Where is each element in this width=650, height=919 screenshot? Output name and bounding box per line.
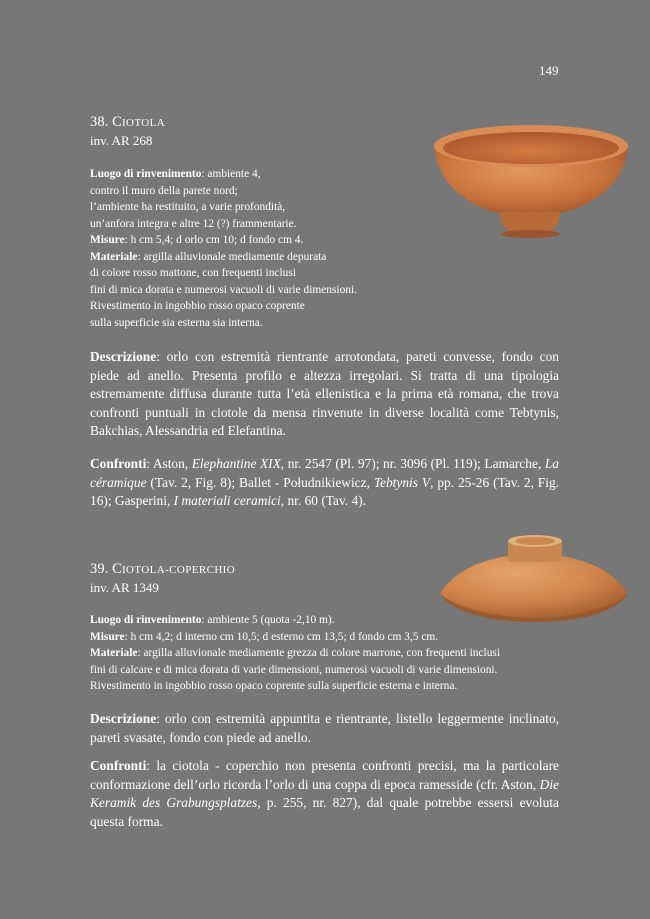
confronti-citation: Tebtynis V — [373, 474, 431, 490]
entry-39-materiale-line: Rivestimento in ingobbio rosso opaco coprente sulla superficie esterna e interna. — [90, 680, 458, 692]
confronti-citation: Die Keramik des Grabungsplatzes — [90, 776, 559, 811]
entry-38-luogo-line: l’ambiente ha restituito, a varie profondità, — [90, 201, 286, 213]
entry-39-materiale-line: fini di calcare e di mica dorata di varie dimensioni, numerosi vacuoli di varie dimensioni. — [90, 663, 498, 676]
entry-39-inv: inv. AR 1349 — [90, 580, 159, 595]
entry-38-title-initial: C — [112, 114, 122, 130]
entry-38-confronti-label: Confronti — [90, 456, 147, 471]
entry-38-inv: inv. AR 268 — [90, 133, 153, 148]
entry-38-materiale-line: fini di mica dorata e numerosi vacuoli di varie dimensioni. — [90, 283, 357, 296]
entry-38-descrizione-label: Descrizione — [90, 349, 157, 364]
confronti-text: , p. 255, nr. 827), dal quale potrebbe essersi evoluta questa forma. — [90, 795, 559, 829]
entry-38-materiale-label: Materiale — [90, 250, 138, 263]
confronti-text: , nr. 2547 (Pl. 97); nr. 3096 (Pl. 119); Lamarche, — [280, 456, 545, 471]
entry-39-descrizione-label: Descrizione — [90, 711, 157, 726]
entry-38-materiale-line: sulla superficie sia esterna sia interna. — [90, 316, 263, 329]
entry-38-misure-label: Misure — [90, 234, 125, 246]
lid-photo — [436, 532, 632, 624]
entry-39-title — [90, 561, 235, 579]
entry-38-luogo-line: un’anfora integra e altre 12 (?) frammentarie. — [90, 217, 297, 230]
entry-39-title-rest: IOTOLA-COPERCHIO — [121, 564, 236, 576]
entry-38-title-rest: IOTOLA — [121, 117, 166, 129]
entry-38-title — [90, 114, 165, 132]
confronti-text: (Tav. 2, Fig. 8); Ballet - Południkiewicz, — [146, 474, 374, 490]
entry-39-luogo-text: : ambiente 5 (quota -2,10 m). — [201, 614, 335, 626]
entry-38-luogo-line: : ambiente 4, — [201, 168, 261, 180]
entry-39-details — [90, 612, 500, 695]
entry-39-misure-text: : h cm 4,2; d interno cm 10,5; d esterno cm 13,5; d fondo cm 3,5 cm. — [124, 630, 439, 643]
entry-38-materiale-line: : argilla alluvionale mediamente depurata — [137, 250, 327, 263]
entry-38-materiale-line: di colore rosso mattone, con frequenti inclusi — [90, 267, 296, 279]
confronti-citation: I materiali ceramici — [173, 493, 281, 509]
entry-39-number: 39. — [90, 561, 113, 577]
entry-39-materiale-label: Materiale — [90, 647, 138, 659]
entry-38-materiale-line: Rivestimento in ingobbio rosso opaco coprente — [90, 300, 305, 312]
entry-38-descrizione-text: : orlo con estremità rientrante arrotondata, pareti convesse, fondo con piede ad anello. Presenta profilo e altezza irregolari. Si tratta di una tipologia estremamente diffusa durante tutta l’età ellenistica e la prima età romana, che trova confronti puntuali in ciotole da mensa rinvenute in diverse località come Tebtynis, Bakchias, Alessandria ed Elefantina. — [90, 349, 559, 439]
entry-38-luogo-label: Luogo di rinvenimento — [90, 168, 202, 180]
entry-39-descrizione-text: : orlo con estremità appuntita e rientrante, listello leggermente inclinato, pareti svasate, fondo con piede ad anello. — [90, 711, 559, 745]
entry-39-descrizione — [90, 710, 559, 747]
confronti-citation: La céramique — [90, 456, 559, 490]
entry-38-luogo-line: contro il muro della parete nord; — [90, 184, 238, 197]
entry-38-confronti — [90, 455, 559, 511]
entry-38-number: 38. — [90, 114, 113, 130]
confronti-text: , nr. 60 (Tav. 4). — [280, 493, 366, 509]
entry-39-misure-label: Misure — [90, 630, 125, 643]
entry-38-descrizione — [90, 348, 559, 441]
entry-39-title-initial: C — [112, 561, 122, 577]
entry-39-luogo-label: Luogo di rinvenimento — [90, 614, 202, 626]
entry-39-materiale-line: : argilla alluvionale mediamente grezza di colore marrone, con frequenti inclusi — [137, 647, 500, 659]
confronti-text: : la ciotola - coperchio non presenta confronti precisi, ma la particolare conformazione dell’orlo ricorda l’orlo di una coppa di epoca ramesside (cfr. Aston, — [90, 758, 559, 792]
confronti-text: : Aston, — [146, 456, 192, 471]
entry-39-confronti-label: Confronti — [90, 758, 147, 773]
bowl-photo — [428, 120, 632, 240]
page-number: 149 — [539, 63, 559, 78]
entry-38-details — [90, 166, 357, 331]
confronti-citation: Elephantine XIX — [191, 456, 281, 471]
entry-39-confronti — [90, 757, 559, 831]
entry-38-misure-text: : h cm 5,4; d orlo cm 10; d fondo cm 4. — [124, 234, 304, 246]
confronti-text: , pp. 25-26 (Tav. 2, Fig. 16); Gasperini, — [90, 474, 559, 509]
